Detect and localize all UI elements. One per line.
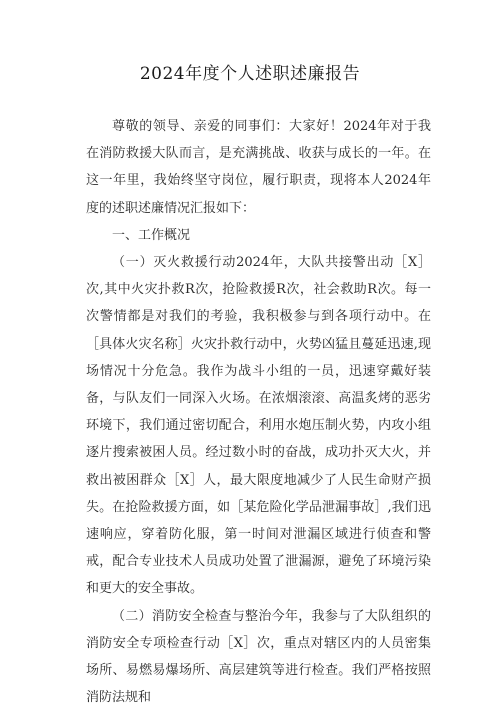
paragraph-greeting: 尊敬的领导、亲爱的同事们：大家好！2024年对于我在消防救援大队而言，是充满挑战、收获与成长的一年。在这一年里，我始终坚守岗位，履行职责，现将本人2024年度的述职述廉情况汇报如下： [86, 119, 431, 216]
paragraph-fire-safety-inspection: （二）消防安全检查与整治今年，我参与了大队组织的消防安全专项检查行动［X］次，重点对辖区内的人员密集场所、易燃易爆场所、高层建筑等进行检查。我们严格按照消防法规和 [86, 608, 431, 706]
paragraph-firefighting-rescue: （一）灭火救援行动2024年，大队共接警出动［X］次,其中火灾扑救R次，抢险救援R次，社会救助R次。每一次警情都是对我们的考验，我积极参与到各项行动中。在［具体火灾名称］火灾扑救行动中，火势凶猛且蔓延迅速,现场情况十分危急。我作为战斗小组的一员，迅速穿戴好装备，与队友们一同深入火场。在浓烟滚滚、高温炙烤的恶劣环境下，我们通过密切配合，利用水炮压制火势，内攻小组逐片搜索被困人员。经过数小时的奋战，成功扑灭大火，并救出被困群众［X］人，最大限度地减少了人民生命财产损失。在抢险救援方面，如［某危险化学品泄漏事故］,我们迅速响应，穿着防化服，第一时间对泄漏区域进行侦查和警戒，配合专业技术人员成功处置了泄漏源，避免了环境污染和更大的安全事故。 [86, 255, 431, 597]
section-heading-work-overview: 一、工作概况 [112, 227, 191, 243]
document-body [86, 113, 431, 711]
document-title: 2024年度个人述职述廉报告 [139, 64, 361, 84]
